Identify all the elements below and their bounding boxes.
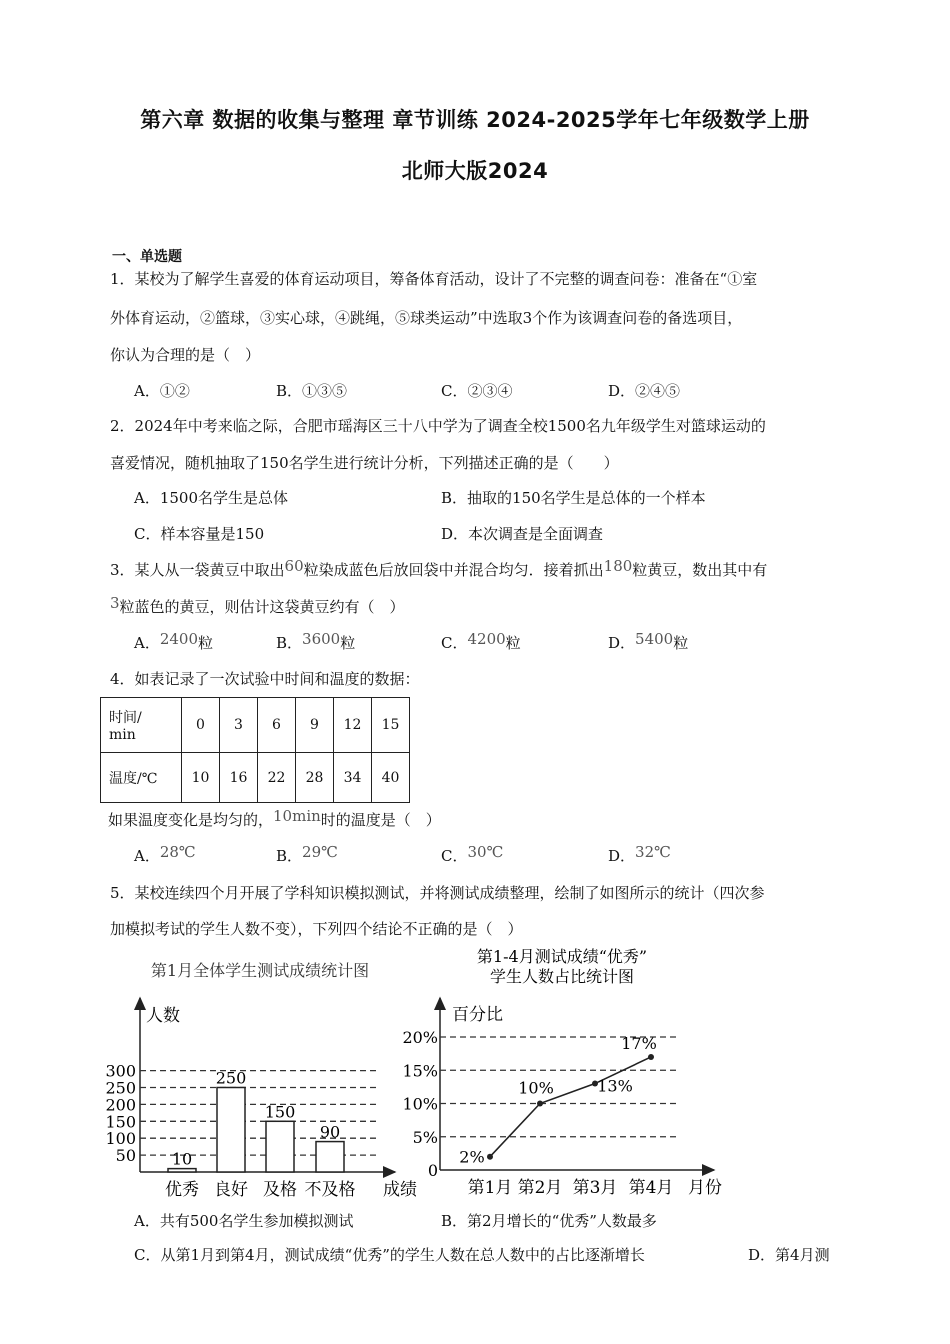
bar-x-tick: 不及格	[304, 1180, 356, 1200]
bar-x-label: 成绩	[383, 1180, 417, 1200]
table-header-temp: 温度/℃	[101, 753, 182, 803]
q3-option-d-num: 5400	[635, 630, 674, 648]
q1-line2: 外体育运动，②篮球，③实心球，④跳绳，⑤球类运动”中选取3个作为该调查问卷的备选项目，	[110, 309, 743, 327]
q3-option-d-unit: 粒	[673, 634, 689, 652]
q4-option-a-label: A．	[134, 847, 160, 865]
q3-option-d-label: D．	[608, 634, 636, 652]
q5-option-b[interactable]: B．第2月增长的“优秀”人数最多	[441, 1212, 657, 1230]
q3-option-c-unit: 粒	[505, 634, 521, 652]
q4-option-c-val: 30℃	[467, 843, 504, 861]
table-cell: 40	[372, 753, 410, 803]
bar-x-tick: 良好	[214, 1180, 248, 1200]
line-y-tick: 15%	[402, 1061, 438, 1081]
q3-option-b-unit: 粒	[340, 634, 356, 652]
line-point-label: 13%	[597, 1076, 633, 1096]
bar-data-label: 90	[319, 1122, 341, 1142]
bar	[266, 1121, 294, 1172]
q3-option-c-num: 4200	[467, 630, 506, 648]
q2-line2: 喜爱情况，随机抽取了150名学生进行统计分析，下列描述正确的是（ ）	[110, 454, 619, 472]
bar	[316, 1142, 344, 1172]
table-cell: 15	[372, 698, 410, 753]
line-point	[648, 1054, 654, 1060]
q4-option-b[interactable]	[276, 845, 338, 866]
line-y-label: 百分比	[452, 1005, 503, 1025]
q3-option-b[interactable]	[276, 632, 355, 653]
q2-option-b[interactable]: B．抽取的150名学生是总体的一个样本	[441, 489, 706, 507]
q2-option-c[interactable]: C．样本容量是150	[134, 525, 265, 543]
q3-text-a: 3．某人从一袋黄豆中取出	[110, 561, 285, 579]
q4-data-table	[100, 697, 410, 803]
table-cell: 9	[296, 698, 334, 753]
line-y-tick: 10%	[402, 1094, 438, 1114]
bar-y-tick: 200	[105, 1095, 136, 1115]
table-cell: 10	[182, 753, 220, 803]
bar-y-tick: 50	[115, 1146, 136, 1166]
page-title-line1: 第六章 数据的收集与整理 章节训练 2024-2025学年七年级数学上册	[140, 108, 810, 132]
q4-intro: 4．如表记录了一次试验中时间和温度的数据：	[110, 670, 420, 688]
table-cell: 22	[258, 753, 296, 803]
line-point	[487, 1154, 493, 1160]
q3-option-a-label: A．	[134, 634, 160, 652]
q3-num-180: 180	[603, 557, 633, 575]
table-header-time-1: 时间/	[109, 710, 142, 726]
q4-option-a[interactable]	[134, 845, 196, 866]
bar	[217, 1088, 245, 1173]
q3-option-a-num: 2400	[159, 630, 199, 648]
line-point-label: 10%	[518, 1078, 554, 1098]
q3-text-d: 粒蓝色的黄豆，则估计这袋黄豆约有（ ）	[119, 598, 405, 616]
line-y-tick: 20%	[402, 1028, 438, 1047]
q5-option-a[interactable]: A．共有500名学生参加模拟测试	[134, 1212, 354, 1230]
q1-line1: 1．某校为了解学生喜爱的体育运动项目，筹备体育活动，设计了不完整的调查问卷：准备在“①室	[110, 270, 758, 288]
section-title: 一、单选题	[112, 249, 182, 265]
line-x-tick: 第3月	[572, 1178, 618, 1198]
line-series	[490, 1057, 651, 1157]
q1-line3: 你认为合理的是（ ）	[110, 346, 261, 364]
q5-line1: 5．某校连续四个月开展了学科知识模拟测试，并将测试成绩整理，绘制了如图所示的统计（四次参	[110, 884, 765, 902]
q4-option-b-val: 29℃	[302, 843, 338, 861]
bar-y-tick: 250	[105, 1078, 136, 1098]
line-x-tick: 第1月	[467, 1178, 513, 1198]
q3-line2	[110, 596, 850, 617]
q2-line1: 2．2024年中考来临之际，合肥市瑶海区三十八中学为了调查全校1500名九年级学生对篮球运动的	[110, 417, 766, 435]
line-point-label: 17%	[621, 1033, 657, 1053]
table-header-time	[101, 698, 182, 753]
bar-x-tick: 优秀	[165, 1180, 199, 1200]
bar-x-tick: 及格	[263, 1180, 297, 1200]
table-cell: 16	[220, 753, 258, 803]
bar-data-label: 150	[264, 1102, 296, 1122]
q4-option-d-val: 32℃	[635, 843, 671, 861]
q4-option-d[interactable]	[608, 845, 671, 866]
bar-y-tick: 100	[105, 1129, 136, 1149]
q3-option-c-label: C．	[441, 634, 468, 652]
q3-text-c: 粒黄豆，数出其中有	[632, 561, 768, 579]
q1-option-b[interactable]: B．①③⑤	[276, 382, 348, 400]
q1-option-a[interactable]: A．①②	[134, 382, 190, 400]
line-x-label: 月份	[688, 1178, 722, 1198]
line-x-tick: 第2月	[517, 1178, 563, 1198]
q3-num-3: 3	[110, 594, 120, 612]
line-point	[537, 1101, 543, 1107]
q2-option-d[interactable]: D．本次调查是全面调查	[441, 525, 604, 543]
table-cell: 3	[220, 698, 258, 753]
bar-y-tick: 300	[105, 1061, 136, 1081]
bar-y-label: 人数	[146, 1006, 180, 1026]
q3-option-a[interactable]	[134, 632, 213, 653]
q3-option-c[interactable]	[441, 632, 521, 653]
line-y-tick: 5%	[412, 1127, 438, 1147]
page-title-line2: 北师大版2024	[401, 159, 549, 183]
q3-option-a-unit: 粒	[198, 634, 214, 652]
line-x-tick: 第4月	[628, 1178, 674, 1198]
q4-num-10min: 10min	[273, 807, 321, 825]
q2-option-a[interactable]: A．1500名学生是总体	[134, 489, 289, 507]
q4-question	[108, 809, 848, 830]
bar-data-label: 250	[215, 1068, 247, 1088]
table-cell: 6	[258, 698, 296, 753]
line-chart-title-2: 学生人数占比统计图	[489, 967, 635, 986]
table-cell: 0	[182, 698, 220, 753]
q5-charts	[0, 940, 950, 1210]
q3-line1	[110, 559, 850, 580]
bar-chart-title: 第1月全体学生测试成绩统计图	[150, 961, 370, 980]
table-cell: 28	[296, 753, 334, 803]
bar-y-tick: 150	[105, 1112, 136, 1132]
q1-option-d[interactable]: D．②④⑤	[608, 382, 681, 400]
q3-num-60: 60	[284, 557, 304, 575]
q5-option-d[interactable]: D．第4月测	[748, 1246, 830, 1264]
q4-option-a-val: 28℃	[159, 843, 196, 861]
q5-line2: 加模拟考试的学生人数不变），下列四个结论不正确的是（ ）	[110, 920, 523, 938]
q3-text-b: 粒染成蓝色后放回袋中并混合均匀．接着抓出	[303, 561, 604, 579]
q3-option-b-label: B．	[276, 634, 303, 652]
q3-option-b-num: 3600	[302, 630, 341, 648]
q4-question-b: 时的温度是（ ）	[320, 811, 441, 829]
table-header-time-2: min	[109, 727, 136, 743]
q3-option-d[interactable]	[608, 632, 688, 653]
q1-option-c[interactable]: C．②③④	[441, 382, 513, 400]
bar-data-label: 10	[171, 1149, 193, 1169]
line-chart-title-1: 第1-4月测试成绩“优秀”	[476, 947, 648, 966]
q4-option-b-label: B．	[276, 847, 303, 865]
table-cell: 34	[334, 753, 372, 803]
q4-option-d-label: D．	[608, 847, 636, 865]
q4-option-c-label: C．	[441, 847, 468, 865]
table-cell: 12	[334, 698, 372, 753]
q5-option-c[interactable]: C．从第1月到第4月，测试成绩“优秀”的学生人数在总人数中的占比逐渐增长	[134, 1246, 645, 1264]
line-y-tick: 0	[427, 1161, 438, 1180]
q4-question-a: 如果温度变化是均匀的，	[108, 811, 274, 829]
q4-option-c[interactable]	[441, 845, 503, 866]
bar	[168, 1169, 196, 1172]
line-point-label: 2%	[459, 1147, 485, 1167]
